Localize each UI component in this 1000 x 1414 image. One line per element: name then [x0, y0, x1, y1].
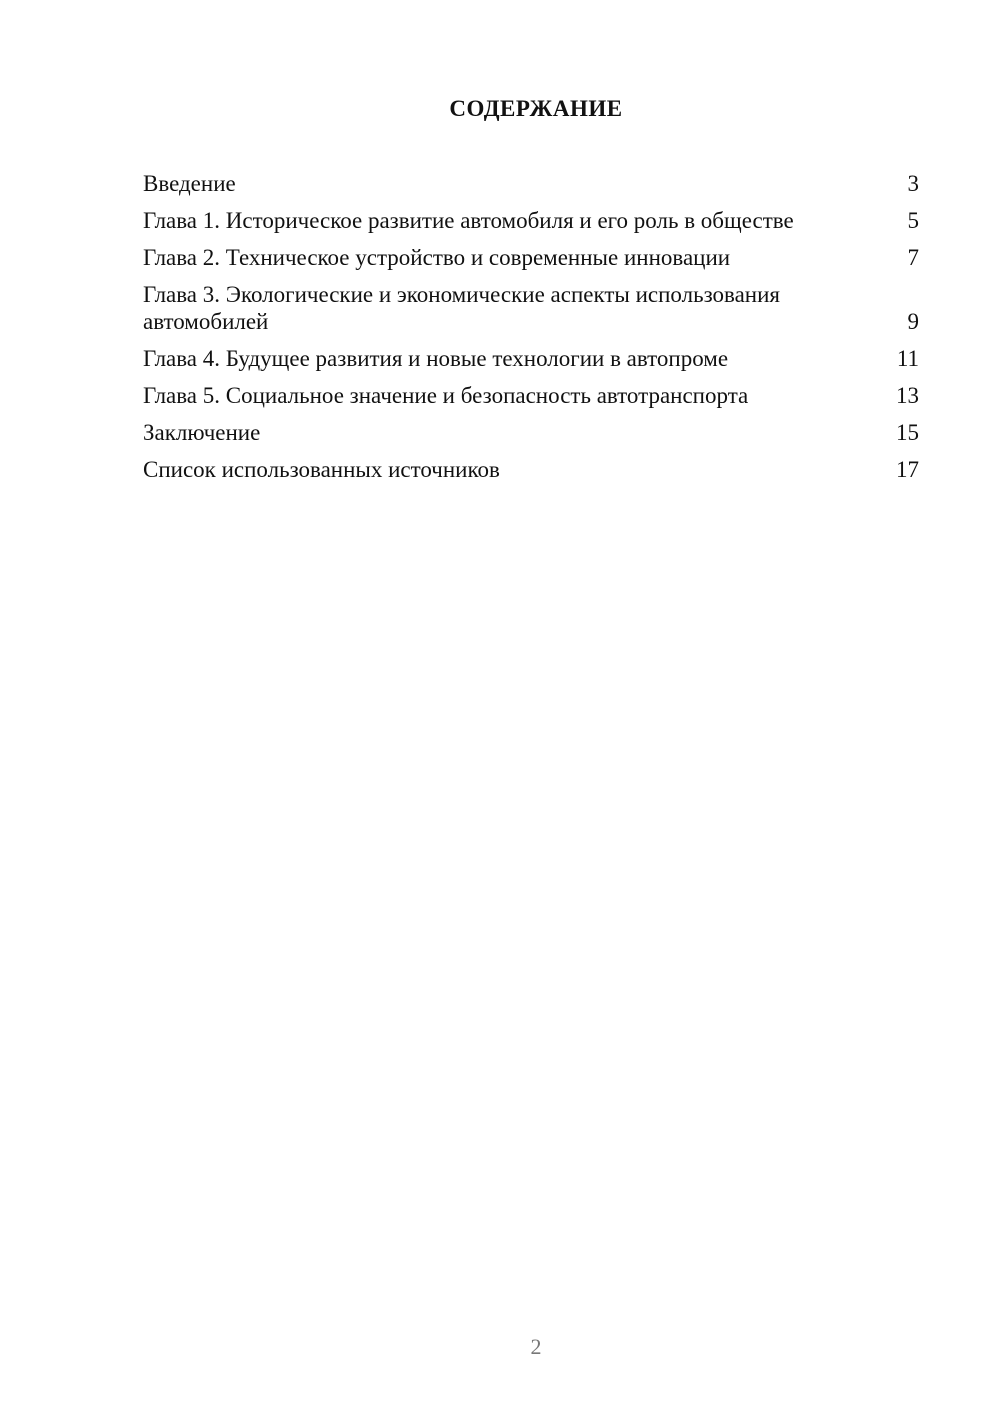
- toc-entry-label: Глава 3. Экологические и экономические аспекты использования автомобилей: [143, 282, 781, 334]
- toc-entry-label: Глава 4. Будущее развития и новые технологии в автопроме: [143, 346, 729, 371]
- toc-entry-label: Глава 1. Историческое развитие автомобиля и его роль в обществе: [143, 208, 794, 233]
- toc-entry-label: Глава 2. Техническое устройство и современные инновации: [143, 245, 731, 270]
- toc-entry-page: 11: [896, 346, 919, 371]
- toc-entry-label: Список использованных источников: [143, 457, 500, 482]
- toc-entry-chapter-4: [143, 345, 919, 372]
- toc-entry-references: [143, 456, 919, 483]
- toc-entry-chapter-1: [143, 207, 919, 234]
- toc-entry-label: Заключение: [143, 420, 261, 445]
- toc-entry-page: 13: [896, 383, 919, 408]
- toc-entry-page: 15: [896, 420, 919, 445]
- toc-entry-introduction: [143, 170, 919, 197]
- toc-entry-conclusion: [143, 419, 919, 446]
- toc-entry-page: 17: [896, 457, 919, 482]
- toc-entry-page: 5: [907, 208, 919, 233]
- toc-entry-chapter-2: [143, 244, 919, 271]
- toc-entry-page: 7: [907, 245, 919, 270]
- toc-entry-page: 9: [907, 309, 919, 334]
- page-number: 2: [530, 1334, 542, 1359]
- toc-entry-label: Введение: [143, 171, 236, 196]
- toc-entry-page: 3: [907, 171, 919, 196]
- toc-entry-chapter-5: [143, 382, 919, 409]
- table-of-contents: [143, 170, 919, 493]
- toc-title: СОДЕРЖАНИЕ: [449, 96, 623, 121]
- toc-entry-label: Глава 5. Социальное значение и безопасность автотранспорта: [143, 383, 749, 408]
- toc-entry-chapter-3: [143, 281, 919, 335]
